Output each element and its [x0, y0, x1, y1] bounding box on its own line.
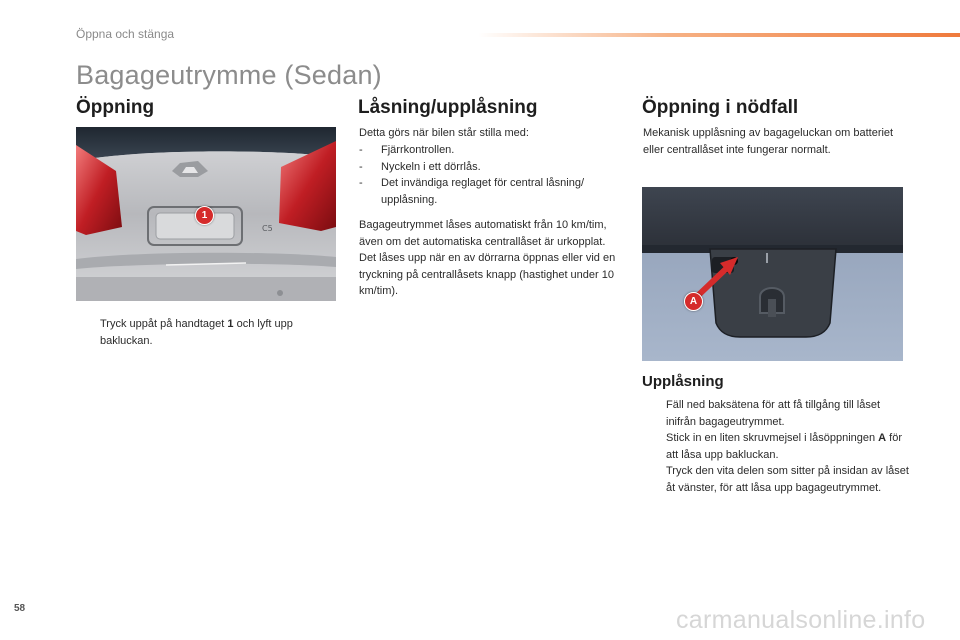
item-text: Nyckeln i ett dörrlås. [381, 160, 481, 173]
item-bold-ref: 1 [227, 318, 234, 330]
page-title: Bagageutrymme (Sedan) [76, 60, 382, 90]
heading-upplasning: Upplåsning [642, 373, 724, 390]
callout-1-icon: 1 [195, 206, 214, 225]
list-item [359, 175, 621, 208]
trunk-lock-illustration [642, 187, 903, 361]
item-text: Stick in en liten skruvmejsel i låsöppningen [666, 432, 879, 444]
dash-marker: - [359, 160, 363, 173]
nodfall-intro: Mekanisk upplåsning av bagageluckan om batteriet eller centrallåset inte fungerar normalt. [643, 127, 894, 156]
heading-oppning: Öppning [76, 97, 155, 118]
item-text-end: för att låsa upp bakluckan. [666, 432, 903, 461]
oppning-instructions [78, 316, 338, 349]
item-text: Det invändiga reglaget för central låsning/ upplåsning. [381, 177, 585, 206]
svg-text:C5: C5 [262, 224, 273, 233]
watermark: carmanualsonline.info [676, 606, 926, 634]
dash-marker: - [359, 144, 363, 156]
page-number: 58 [14, 603, 26, 614]
upplasning-list [644, 397, 910, 496]
lasning-list [359, 142, 621, 208]
list-item [644, 430, 910, 463]
heading-nodfall: Öppning i nödfall [642, 97, 799, 118]
lasning-paragraph: Bagageutrymmet låses automatiskt från 10 km/tim, även om det automatiska centrallåset är urkopplat. Det låses upp när en av dörrarna öppnas eller vid en tryckning på centrallåsets knapp (hastighet under 10 km/tim). [359, 219, 616, 297]
list-item [359, 142, 621, 159]
item-text: Fäll ned baksätena för att få tillgång till låset inifrån bagageutrymmet. [666, 399, 881, 428]
item-bold-ref: A [878, 432, 887, 444]
list-item [644, 397, 910, 430]
list-item [359, 159, 621, 176]
lasning-intro: Detta görs när bilen står stilla med: [359, 127, 529, 139]
dash-marker: - [359, 177, 363, 189]
item-text-end: och lyft upp bakluckan. [100, 318, 293, 347]
item-text: Fjärrkontrollen. [381, 144, 455, 156]
header-accent-bar [478, 33, 960, 37]
list-item [78, 316, 338, 349]
trunk-photo [76, 127, 336, 301]
section-header: Öppna och stänga [76, 27, 175, 41]
item-text: Tryck uppåt på handtaget [100, 318, 228, 330]
heading-lasning: Låsning/upplåsning [358, 97, 538, 118]
lock-photo [642, 187, 903, 361]
item-text: Tryck den vita delen som sitter på insidan av låset åt vänster, för att låsa upp bagageutrymmet. [666, 465, 909, 494]
callout-a-icon: A [684, 292, 703, 311]
list-item [644, 463, 910, 496]
